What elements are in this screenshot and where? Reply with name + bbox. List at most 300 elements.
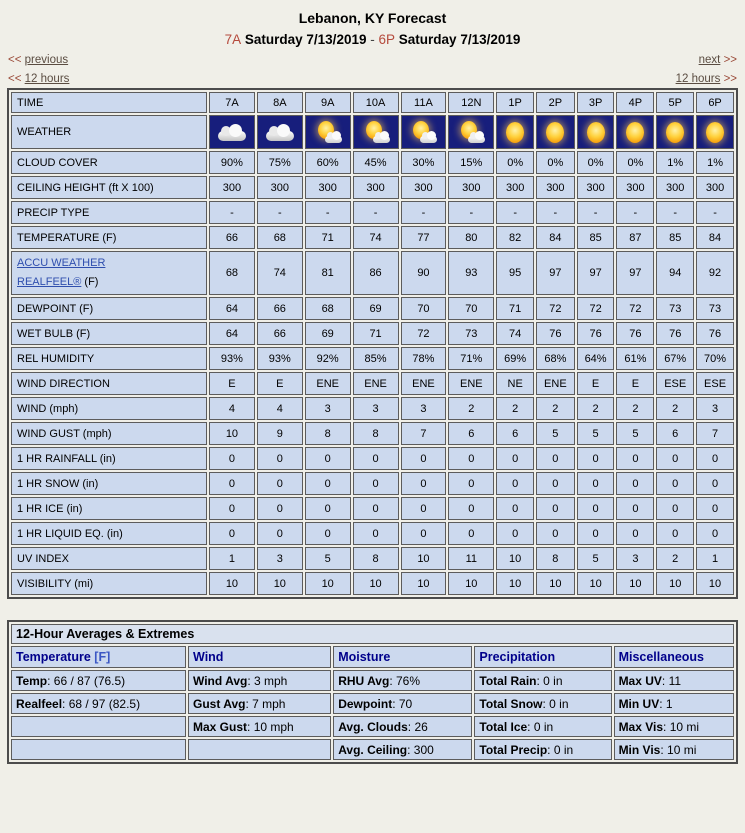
row-label-rel-humidity: REL HUMIDITY xyxy=(11,347,207,370)
summary-cell-label: Total Rain xyxy=(479,673,537,688)
summary-cell-total-snow: Total Snow: 0 in xyxy=(474,693,611,714)
forecast-value-cell: - xyxy=(656,201,694,224)
forecast-value-cell: 97 xyxy=(536,251,575,295)
forecast-value-cell: 6 xyxy=(448,422,494,445)
time-header-7a: 7A xyxy=(209,92,255,113)
weather-cell-9a xyxy=(305,115,351,149)
forecast-value-cell: 10 xyxy=(401,572,447,595)
summary-header-label: Miscellaneous xyxy=(618,650,705,664)
forecast-value-cell: 300 xyxy=(656,176,694,199)
forecast-value-cell: 92 xyxy=(696,251,734,295)
forecast-value-cell: 0 xyxy=(656,522,694,545)
forecast-value-cell: 68 xyxy=(209,251,255,295)
forecast-value-cell: 1% xyxy=(656,151,694,174)
row-label-1-hr-liquid-eq-in: 1 HR LIQUID EQ. (in) xyxy=(11,522,207,545)
forecast-value-cell: 0% xyxy=(616,151,654,174)
forecast-value-cell: 0 xyxy=(577,472,615,495)
time-header-3p: 3P xyxy=(577,92,615,113)
row-precip-type xyxy=(11,201,734,224)
forecast-value-cell: 0 xyxy=(353,497,399,520)
forecast-value-cell: 10 xyxy=(448,572,494,595)
forecast-value-cell: 0 xyxy=(577,522,615,545)
previous-12h-group xyxy=(8,73,69,85)
time-header-8a: 8A xyxy=(257,92,303,113)
forecast-value-cell: 84 xyxy=(536,226,575,249)
forecast-value-cell: 300 xyxy=(353,176,399,199)
forecast-value-cell: 0 xyxy=(305,447,351,470)
forecast-value-cell: 71 xyxy=(496,297,534,320)
summary-cell-label: Min Vis xyxy=(618,742,661,757)
range-end-time: 6P xyxy=(378,32,396,47)
forecast-value-cell: 81 xyxy=(305,251,351,295)
summary-title-row xyxy=(11,624,734,644)
summary-header-temperature xyxy=(11,646,186,668)
forecast-value-cell: 90 xyxy=(401,251,447,295)
forecast-value-cell: 9 xyxy=(257,422,303,445)
time-header-5p: 5P xyxy=(656,92,694,113)
row-temperature-f xyxy=(11,226,734,249)
sunny-icon xyxy=(506,122,524,143)
forecast-value-cell: 10 xyxy=(353,572,399,595)
forecast-value-cell: 300 xyxy=(209,176,255,199)
summary-cell-label: Avg. Clouds xyxy=(338,719,408,734)
row-dewpoint-f xyxy=(11,297,734,320)
forecast-value-cell: 0 xyxy=(536,497,575,520)
forecast-value-cell: 2 xyxy=(536,397,575,420)
forecast-value-cell: 6 xyxy=(496,422,534,445)
forecast-value-cell: 76 xyxy=(656,322,694,345)
forecast-value-cell: 64% xyxy=(577,347,615,370)
forecast-value-cell: 0 xyxy=(209,497,255,520)
time-row xyxy=(11,92,734,113)
forecast-value-cell: 0 xyxy=(616,472,654,495)
forecast-value-cell: 11 xyxy=(448,547,494,570)
hour-nav-row xyxy=(8,54,737,66)
summary-cell-total-ice: Total Ice: 0 in xyxy=(474,716,611,737)
time-header-4p: 4P xyxy=(616,92,654,113)
summary-empty-cell xyxy=(188,739,331,760)
time-row-label: TIME xyxy=(11,92,207,113)
forecast-value-cell: 71 xyxy=(305,226,351,249)
forecast-value-cell: 3 xyxy=(353,397,399,420)
next-12-hours-link[interactable]: 12 hours xyxy=(675,73,721,85)
forecast-value-cell: 10 xyxy=(209,572,255,595)
realfeel-unit-suffix: (F) xyxy=(84,276,99,288)
row-label-dewpoint-f: DEWPOINT (F) xyxy=(11,297,207,320)
accu-weather-link[interactable]: ACCU WEATHER xyxy=(17,257,106,269)
forecast-value-cell: 0 xyxy=(616,522,654,545)
forecast-value-cell: 3 xyxy=(616,547,654,570)
forecast-value-cell: 93 xyxy=(448,251,494,295)
forecast-value-cell: 80 xyxy=(448,226,494,249)
forecast-value-cell: 0 xyxy=(401,522,447,545)
time-header-6p: 6P xyxy=(696,92,734,113)
forecast-value-cell: 68 xyxy=(257,226,303,249)
row-wind-gust-mph xyxy=(11,422,734,445)
forecast-value-cell: 64 xyxy=(209,322,255,345)
forecast-value-cell: 0 xyxy=(696,522,734,545)
forecast-value-cell: 0 xyxy=(536,447,575,470)
forecast-value-cell: 7 xyxy=(401,422,447,445)
forecast-value-cell: 70 xyxy=(448,297,494,320)
summary-empty-cell xyxy=(11,716,186,737)
row-rel-humidity xyxy=(11,347,734,370)
forecast-value-cell: 5 xyxy=(305,547,351,570)
row-wet-bulb-f xyxy=(11,322,734,345)
row-1-hr-ice-in xyxy=(11,497,734,520)
forecast-value-cell: 0 xyxy=(353,472,399,495)
summary-data-row xyxy=(11,716,734,737)
summary-cell-value: 70 xyxy=(398,696,413,711)
summary-cell-max-vis: Max Vis: 10 mi xyxy=(614,716,734,737)
forecast-value-cell: ESE xyxy=(656,372,694,395)
forecast-value-cell: 0 xyxy=(353,447,399,470)
summary-cell-value: 7 mph xyxy=(252,696,286,711)
summary-cell-value: 0 in xyxy=(549,696,569,711)
forecast-value-cell: 2 xyxy=(448,397,494,420)
forecast-value-cell: - xyxy=(305,201,351,224)
previous-12-hours-link[interactable]: 12 hours xyxy=(24,73,70,85)
forecast-value-cell: E xyxy=(209,372,255,395)
summary-header-label: Moisture xyxy=(338,650,391,664)
forecast-value-cell: 10 xyxy=(401,547,447,570)
row-wind-mph xyxy=(11,397,734,420)
forecast-value-cell: 60% xyxy=(305,151,351,174)
cloud-part-icon xyxy=(325,136,342,143)
weather-cell-4p xyxy=(616,115,654,149)
realfeel-row-label xyxy=(11,251,207,295)
forecast-value-cell: 10 xyxy=(577,572,615,595)
forecast-value-cell: 66 xyxy=(257,297,303,320)
row-label-visibility-mi: VISIBILITY (mi) xyxy=(11,572,207,595)
summary-header-moisture xyxy=(333,646,472,668)
forecast-value-cell: 6 xyxy=(656,422,694,445)
forecast-value-cell: 0 xyxy=(305,497,351,520)
sunny-icon xyxy=(666,122,684,143)
forecast-value-cell: 3 xyxy=(696,397,734,420)
forecast-value-cell: 86 xyxy=(353,251,399,295)
weather-cell-1p xyxy=(496,115,534,149)
summary-cell-max-uv: Max UV: 11 xyxy=(614,670,734,691)
summary-cell-label: Total Precip xyxy=(479,742,548,757)
next-link[interactable]: next xyxy=(698,54,721,66)
forecast-value-cell: 93% xyxy=(257,347,303,370)
row-1-hr-snow-in xyxy=(11,472,734,495)
row-accu-weather-realfeel xyxy=(11,251,734,295)
forecast-value-cell: 69 xyxy=(305,322,351,345)
forecast-value-cell: 97 xyxy=(616,251,654,295)
weather-cell-12n xyxy=(448,115,494,149)
forecast-value-cell: 10 xyxy=(696,572,734,595)
forecast-value-cell: 67% xyxy=(656,347,694,370)
forecast-value-cell: 0 xyxy=(401,497,447,520)
forecast-value-cell: 4 xyxy=(257,397,303,420)
forecast-value-cell: 0 xyxy=(209,522,255,545)
forecast-value-cell: 45% xyxy=(353,151,399,174)
range-separator: - xyxy=(370,32,375,47)
averages-extremes-table xyxy=(7,620,738,764)
forecast-value-cell: - xyxy=(696,201,734,224)
forecast-value-cell: - xyxy=(577,201,615,224)
forecast-value-cell: 76 xyxy=(577,322,615,345)
summary-cell-label: Total Snow xyxy=(479,696,543,711)
summary-cell-label: Temp xyxy=(16,673,48,688)
forecast-value-cell: 2 xyxy=(496,397,534,420)
summary-cell-avg-clouds: Avg. Clouds: 26 xyxy=(333,716,472,737)
cloudy-icon xyxy=(218,131,246,141)
row-cloud-cover xyxy=(11,151,734,174)
summary-cell-dewpoint: Dewpoint: 70 xyxy=(333,693,472,714)
range-start-time: 7A xyxy=(224,32,242,47)
forecast-value-cell: 2 xyxy=(656,547,694,570)
summary-cell-max-gust: Max Gust: 10 mph xyxy=(188,716,331,737)
realfeel-link[interactable]: REALFEEL® xyxy=(17,276,82,288)
next-arrows-icon: >> xyxy=(723,54,737,66)
forecast-value-cell: 0 xyxy=(656,472,694,495)
forecast-value-cell: 7 xyxy=(696,422,734,445)
summary-cell-total-rain: Total Rain: 0 in xyxy=(474,670,611,691)
forecast-value-cell: 0 xyxy=(257,497,303,520)
summary-header-precipitation xyxy=(474,646,611,668)
partly-sunny-icon xyxy=(362,121,390,144)
forecast-value-cell: 74 xyxy=(496,322,534,345)
next-12h-arrows-icon: >> xyxy=(723,73,737,85)
date-range xyxy=(7,32,738,47)
forecast-value-cell: 66 xyxy=(257,322,303,345)
summary-cell-label: Max Gust xyxy=(193,719,248,734)
forecast-value-cell: 10 xyxy=(536,572,575,595)
range-start-date: Saturday 7/13/2019 xyxy=(244,32,367,47)
forecast-value-cell: E xyxy=(616,372,654,395)
row-label-precip-type: PRECIP TYPE xyxy=(11,201,207,224)
forecast-value-cell: ENE xyxy=(536,372,575,395)
forecast-value-cell: 0 xyxy=(305,472,351,495)
forecast-value-cell: 10 xyxy=(209,422,255,445)
forecast-table xyxy=(7,88,738,599)
forecast-value-cell: 97 xyxy=(577,251,615,295)
forecast-value-cell: 0 xyxy=(448,497,494,520)
forecast-value-cell: 2 xyxy=(616,397,654,420)
forecast-value-cell: 2 xyxy=(577,397,615,420)
summary-data-row xyxy=(11,739,734,760)
forecast-value-cell: 0 xyxy=(257,447,303,470)
row-label-uv-index: UV INDEX xyxy=(11,547,207,570)
forecast-value-cell: 300 xyxy=(577,176,615,199)
forecast-value-cell: 0 xyxy=(496,497,534,520)
forecast-value-cell: ESE xyxy=(696,372,734,395)
forecast-value-cell: 8 xyxy=(353,547,399,570)
forecast-value-cell: - xyxy=(401,201,447,224)
forecast-value-cell: 30% xyxy=(401,151,447,174)
summary-header-label: Precipitation xyxy=(479,650,556,664)
summary-cell-value: 10 mi xyxy=(669,719,700,734)
forecast-value-cell: 85% xyxy=(353,347,399,370)
forecast-value-cell: 70% xyxy=(696,347,734,370)
forecast-value-cell: 0 xyxy=(536,472,575,495)
forecast-value-cell: 0 xyxy=(696,447,734,470)
forecast-value-cell: 10 xyxy=(496,547,534,570)
summary-cell-total-precip: Total Precip: 0 in xyxy=(474,739,611,760)
next-12h-group xyxy=(676,73,737,85)
forecast-value-cell: 300 xyxy=(448,176,494,199)
row-label-ceiling-height-ft-x-100: CEILING HEIGHT (ft X 100) xyxy=(11,176,207,199)
forecast-value-cell: 70 xyxy=(401,297,447,320)
forecast-value-cell: 8 xyxy=(536,547,575,570)
summary-cell-wind-avg: Wind Avg: 3 mph xyxy=(188,670,331,691)
summary-title: 12-Hour Averages & Extremes xyxy=(11,624,734,644)
forecast-value-cell: 0 xyxy=(257,472,303,495)
forecast-value-cell: 73 xyxy=(696,297,734,320)
forecast-value-cell: - xyxy=(616,201,654,224)
range-end-date: Saturday 7/13/2019 xyxy=(398,32,521,47)
time-header-12n: 12N xyxy=(448,92,494,113)
forecast-value-cell: 75% xyxy=(257,151,303,174)
summary-header-label: Wind xyxy=(193,650,224,664)
summary-data-row xyxy=(11,670,734,691)
cloud-part-icon xyxy=(373,136,390,143)
row-visibility-mi xyxy=(11,572,734,595)
time-header-2p: 2P xyxy=(536,92,575,113)
summary-cell-label: Realfeel xyxy=(16,696,63,711)
forecast-value-cell: 10 xyxy=(656,572,694,595)
forecast-value-cell: 76 xyxy=(536,322,575,345)
forecast-value-cell: 3 xyxy=(401,397,447,420)
forecast-value-cell: 76 xyxy=(616,322,654,345)
forecast-value-cell: - xyxy=(257,201,303,224)
forecast-value-cell: 72 xyxy=(536,297,575,320)
summary-cell-gust-avg: Gust Avg: 7 mph xyxy=(188,693,331,714)
weather-cell-10a xyxy=(353,115,399,149)
summary-cell-value: 3 mph xyxy=(254,673,288,688)
forecast-value-cell: 2 xyxy=(656,397,694,420)
summary-empty-cell xyxy=(11,739,186,760)
summary-cell-value: 66 / 87 (76.5) xyxy=(53,673,126,688)
forecast-value-cell: 74 xyxy=(353,226,399,249)
summary-cell-rhu-avg: RHU Avg: 76% xyxy=(333,670,472,691)
forecast-value-cell: 0 xyxy=(401,447,447,470)
forecast-value-cell: 76 xyxy=(696,322,734,345)
forecast-value-cell: 0 xyxy=(616,497,654,520)
forecast-value-cell: 64 xyxy=(209,297,255,320)
forecast-value-cell: 92% xyxy=(305,347,351,370)
forecast-value-cell: 95 xyxy=(496,251,534,295)
partly-sunny-icon xyxy=(314,121,342,144)
forecast-value-cell: 1 xyxy=(696,547,734,570)
row-uv-index xyxy=(11,547,734,570)
forecast-value-cell: 0 xyxy=(496,522,534,545)
summary-cell-label: Wind Avg xyxy=(193,673,248,688)
forecast-value-cell: 93% xyxy=(209,347,255,370)
forecast-value-cell: 0 xyxy=(696,472,734,495)
summary-cell-label: Avg. Ceiling xyxy=(338,742,408,757)
previous-12h-arrows-icon: << xyxy=(8,73,22,85)
forecast-value-cell: 0 xyxy=(496,472,534,495)
forecast-value-cell: 0 xyxy=(577,497,615,520)
forecast-value-cell: ENE xyxy=(305,372,351,395)
row-label-cloud-cover: CLOUD COVER xyxy=(11,151,207,174)
time-header-1p: 1P xyxy=(496,92,534,113)
summary-cell-value: 68 / 97 (82.5) xyxy=(68,696,141,711)
forecast-value-cell: 5 xyxy=(577,422,615,445)
summary-cell-value: 10 mph xyxy=(253,719,294,734)
fahrenheit-unit-link[interactable]: [F] xyxy=(94,650,111,664)
time-header-10a: 10A xyxy=(353,92,399,113)
summary-cell-min-vis: Min Vis: 10 mi xyxy=(614,739,734,760)
summary-cell-value: 26 xyxy=(414,719,428,734)
weather-row-label: WEATHER xyxy=(11,115,207,149)
forecast-value-cell: 85 xyxy=(577,226,615,249)
forecast-value-cell: 10 xyxy=(496,572,534,595)
summary-header-label: Temperature xyxy=(16,650,91,664)
forecast-value-cell: 300 xyxy=(305,176,351,199)
forecast-value-cell: 77 xyxy=(401,226,447,249)
forecast-value-cell: 71% xyxy=(448,347,494,370)
summary-cell-value: 10 mi xyxy=(667,742,697,757)
row-ceiling-height-ft-x-100 xyxy=(11,176,734,199)
forecast-value-cell: 69 xyxy=(353,297,399,320)
partly-sunny-icon xyxy=(409,121,437,144)
forecast-value-cell: 0 xyxy=(656,447,694,470)
sunny-icon xyxy=(587,122,605,143)
forecast-value-cell: 300 xyxy=(496,176,534,199)
summary-cell-temp: Temp: 66 / 87 (76.5) xyxy=(11,670,186,691)
summary-header-row xyxy=(11,646,734,668)
forecast-value-cell: 0% xyxy=(577,151,615,174)
forecast-value-cell: ENE xyxy=(448,372,494,395)
summary-cell-value: 0 in xyxy=(533,719,554,734)
weather-cell-8a xyxy=(257,115,303,149)
forecast-value-cell: 10 xyxy=(257,572,303,595)
row-label-wind-mph: WIND (mph) xyxy=(11,397,207,420)
summary-header-wind xyxy=(188,646,331,668)
forecast-value-cell: 5 xyxy=(577,547,615,570)
row-label-1-hr-ice-in: 1 HR ICE (in) xyxy=(11,497,207,520)
summary-cell-label: Dewpoint xyxy=(338,696,393,711)
weather-cell-11a xyxy=(401,115,447,149)
forecast-value-cell: 71 xyxy=(353,322,399,345)
forecast-value-cell: 0 xyxy=(209,447,255,470)
forecast-value-cell: 0 xyxy=(401,472,447,495)
forecast-value-cell: 0 xyxy=(448,472,494,495)
forecast-value-cell: 69% xyxy=(496,347,534,370)
summary-cell-label: Max UV xyxy=(618,673,662,688)
summary-cell-label: Min UV xyxy=(618,696,660,711)
forecast-value-cell: 61% xyxy=(616,347,654,370)
summary-cell-label: Total Ice xyxy=(479,719,528,734)
forecast-value-cell: 87 xyxy=(616,226,654,249)
forecast-value-cell: E xyxy=(257,372,303,395)
forecast-value-cell: 10 xyxy=(305,572,351,595)
forecast-value-cell: 82 xyxy=(496,226,534,249)
summary-cell-label: Max Vis xyxy=(618,719,664,734)
forecast-value-cell: 300 xyxy=(257,176,303,199)
twelve-hour-nav-row xyxy=(8,73,737,85)
weather-cell-3p xyxy=(577,115,615,149)
summary-cell-value: 1 xyxy=(665,696,673,711)
row-wind-direction xyxy=(11,372,734,395)
previous-group xyxy=(8,54,68,66)
forecast-value-cell: 0 xyxy=(305,522,351,545)
forecast-value-cell: 0 xyxy=(496,447,534,470)
summary-cell-realfeel: Realfeel: 68 / 97 (82.5) xyxy=(11,693,186,714)
forecast-value-cell: 68% xyxy=(536,347,575,370)
previous-link[interactable]: previous xyxy=(24,54,69,66)
forecast-value-cell: 78% xyxy=(401,347,447,370)
forecast-value-cell: 72 xyxy=(616,297,654,320)
forecast-value-cell: 0 xyxy=(656,497,694,520)
forecast-value-cell: 5 xyxy=(536,422,575,445)
forecast-value-cell: 0 xyxy=(696,497,734,520)
